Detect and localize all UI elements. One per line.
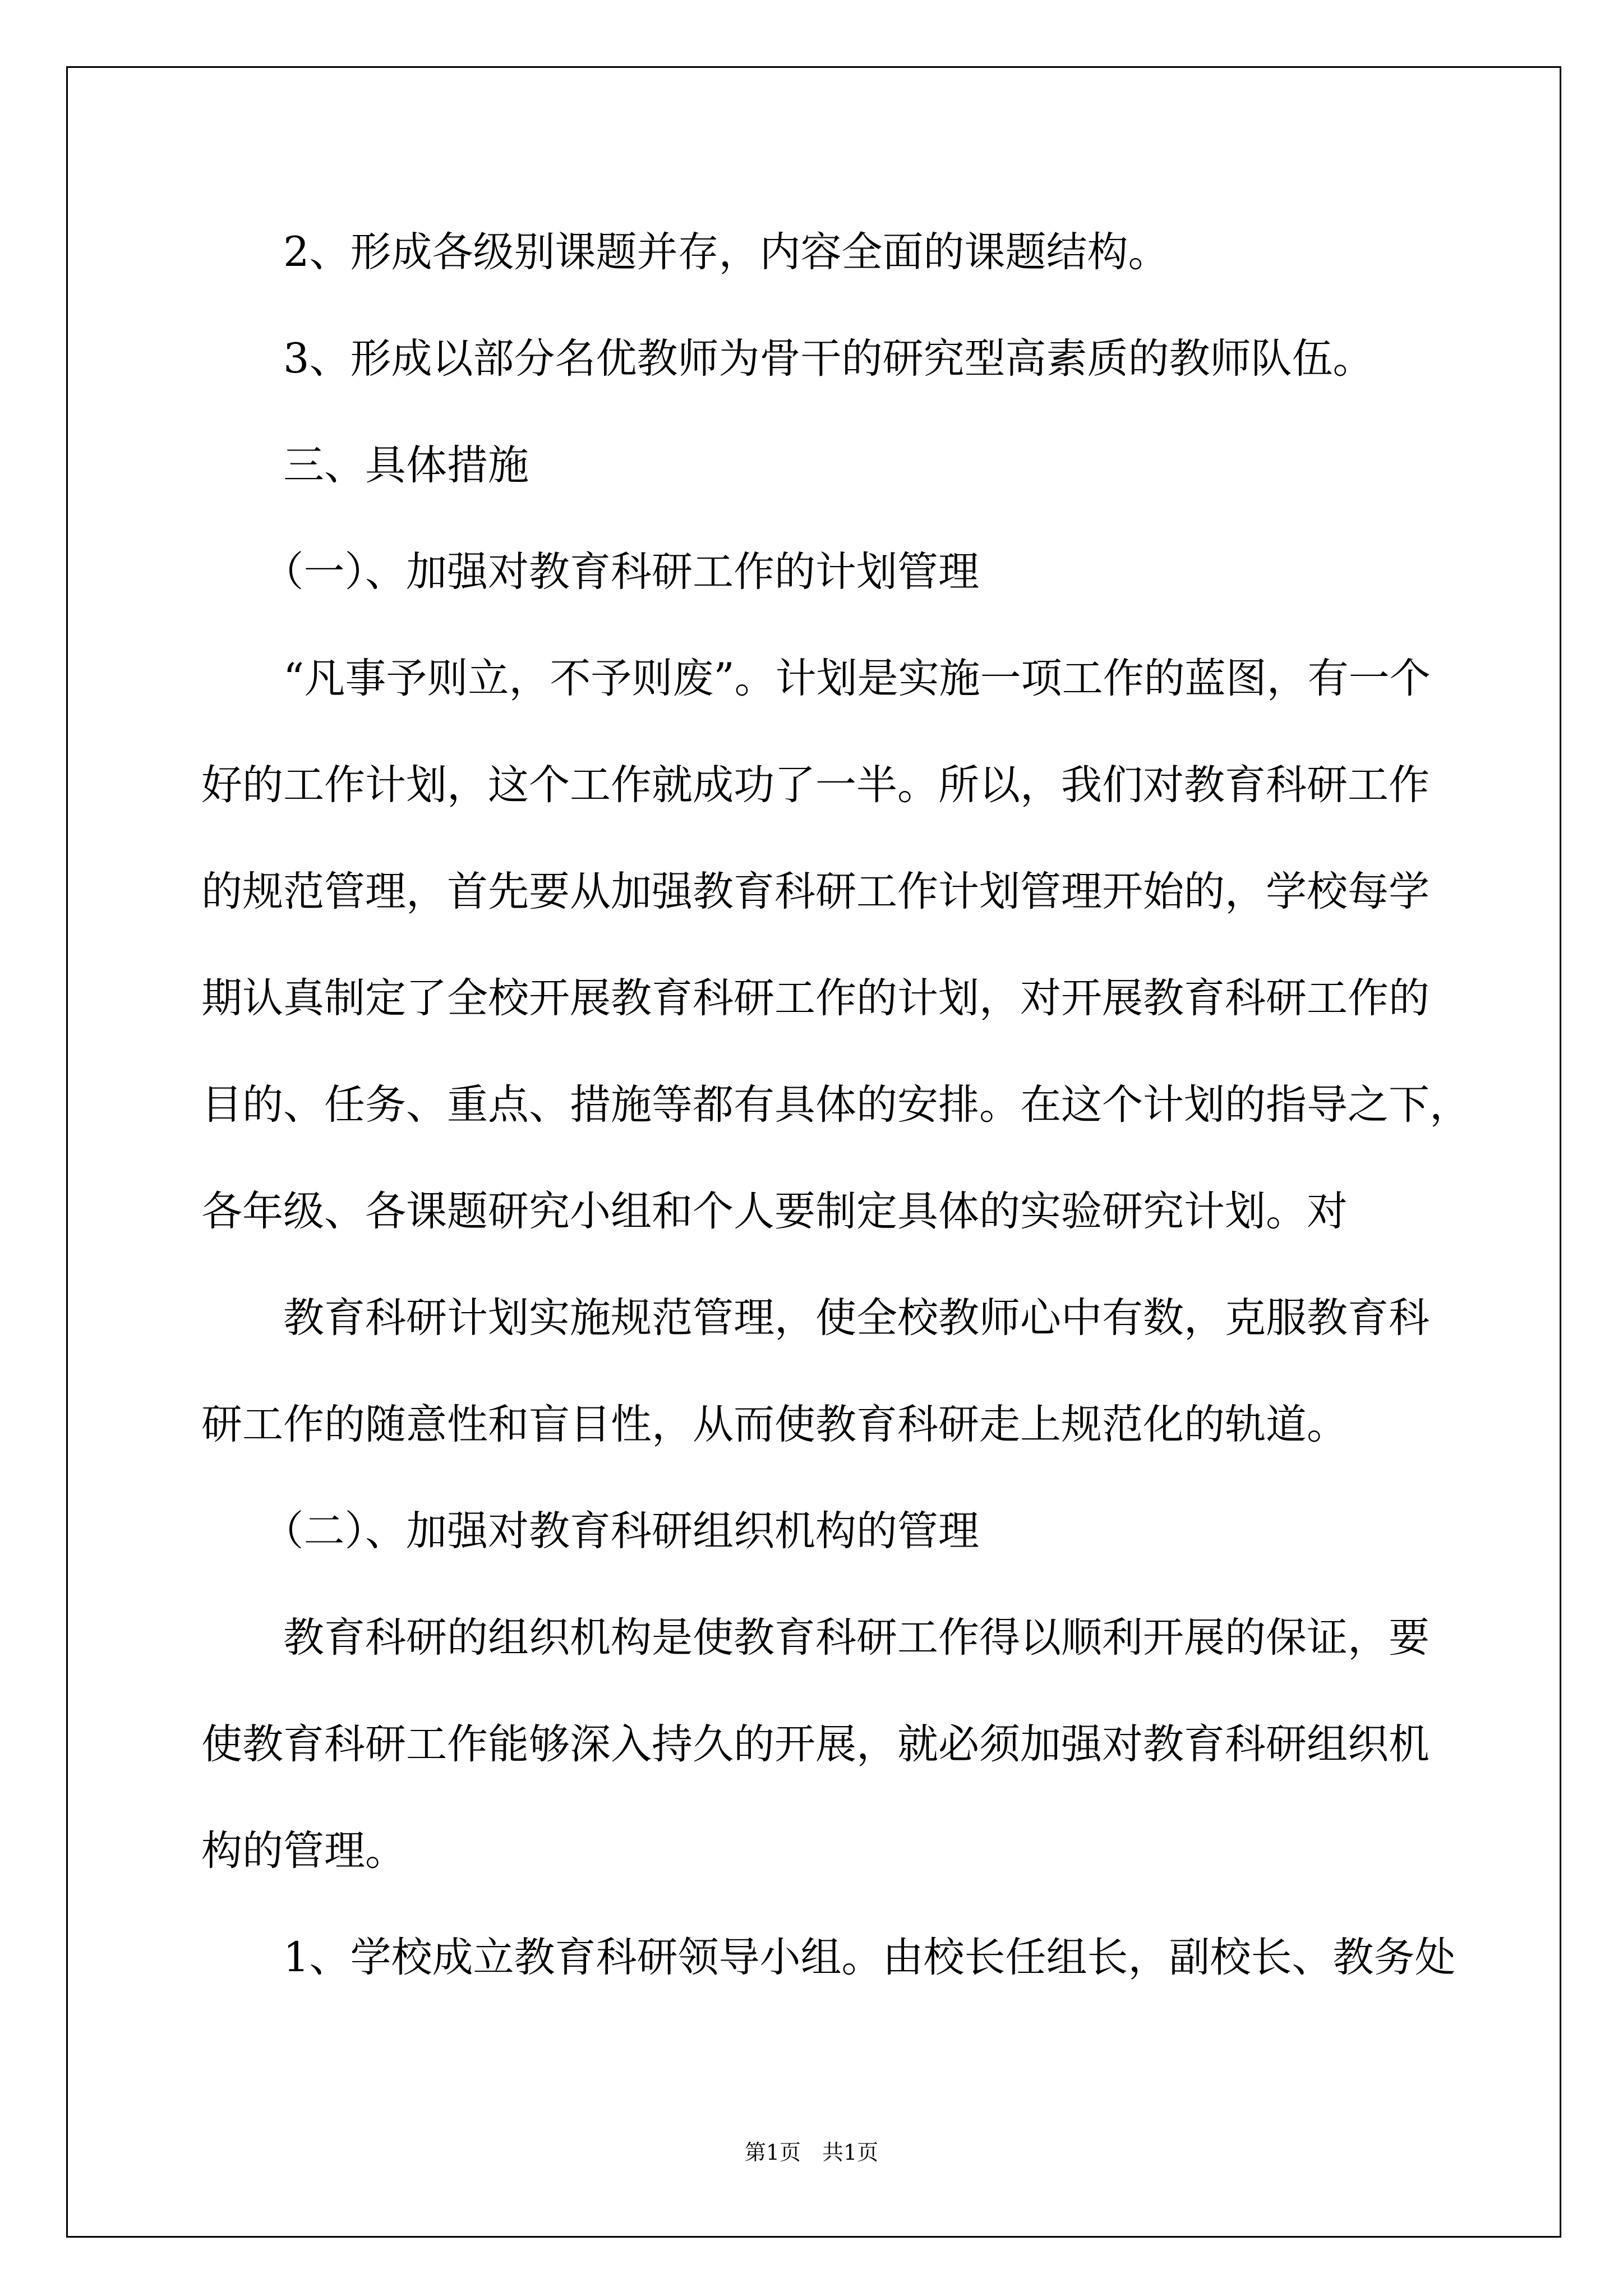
body-text-line: “凡事予则立，不予则废”。计划是实施一项工作的蓝图，有一个 (283, 655, 1431, 702)
section-heading (201, 412, 1536, 519)
page-number-label: 第1页 共1页 (744, 2140, 879, 2165)
subsection-heading-text: （一）、加强对教育科研工作的计划管理 (262, 548, 979, 596)
body-text-line: 期认真制定了全校开展教育科研工作的计划，对开展教育科研工作的 (201, 974, 1430, 1022)
body-text-line: 3、形成以部分名优教师为骨干的研究型高素质的教师队伍。 (283, 335, 1374, 383)
body-text-line: 的规范管理，首先要从加强教育科研工作计划管理开始的，学校每学 (201, 868, 1430, 915)
section-heading-text: 三、具体措施 (283, 441, 529, 489)
paragraph-goal-3 (201, 306, 1536, 412)
body-text-line: 1、学校成立教育科研领导小组。由校长任组长，副校长、教务处 (283, 1934, 1456, 1981)
body-text-line: 好的工作计划，这个工作就成功了一半。所以，我们对教育科研工作 (201, 761, 1430, 809)
body-text-line: 教育科研计划实施规范管理，使全校教师心中有数，克服教育科 (283, 1294, 1430, 1342)
body-text-line: 目的、任务、重点、措施等都有具体的安排。在这个计划的指导之下， (201, 1081, 1470, 1129)
paragraph-goal-2 (201, 199, 1536, 306)
body-text-line: 研工作的随意性和盲目性，从而使教育科研走上规范化的轨道。 (201, 1401, 1348, 1448)
body-text-line: 2、形成各级别课题并存，内容全面的课题结构。 (283, 228, 1169, 276)
subsection-heading-1 (201, 519, 1536, 625)
body-text-line: 使教育科研工作能够深入持久的开展，就必须加强对教育科研组织机 (201, 1720, 1430, 1768)
body-text-line: 构的管理。 (201, 1827, 406, 1875)
body-text-line: 各年级、各课题研究小组和个人要制定具体的实验研究计划。对 (201, 1188, 1348, 1235)
document-body (201, 199, 1536, 2011)
paragraph-leadership-group (201, 1904, 1536, 2011)
subsection-heading-2 (201, 1478, 1536, 1585)
paragraph-plan-management (201, 625, 1536, 1265)
subsection-heading-text: （二）、加强对教育科研组织机构的管理 (262, 1507, 979, 1555)
paragraph-plan-implementation (201, 1265, 1536, 1478)
paragraph-organization (201, 1585, 1536, 1904)
body-text-line: 教育科研的组织机构是使教育科研工作得以顺利开展的保证，要 (283, 1614, 1430, 1662)
